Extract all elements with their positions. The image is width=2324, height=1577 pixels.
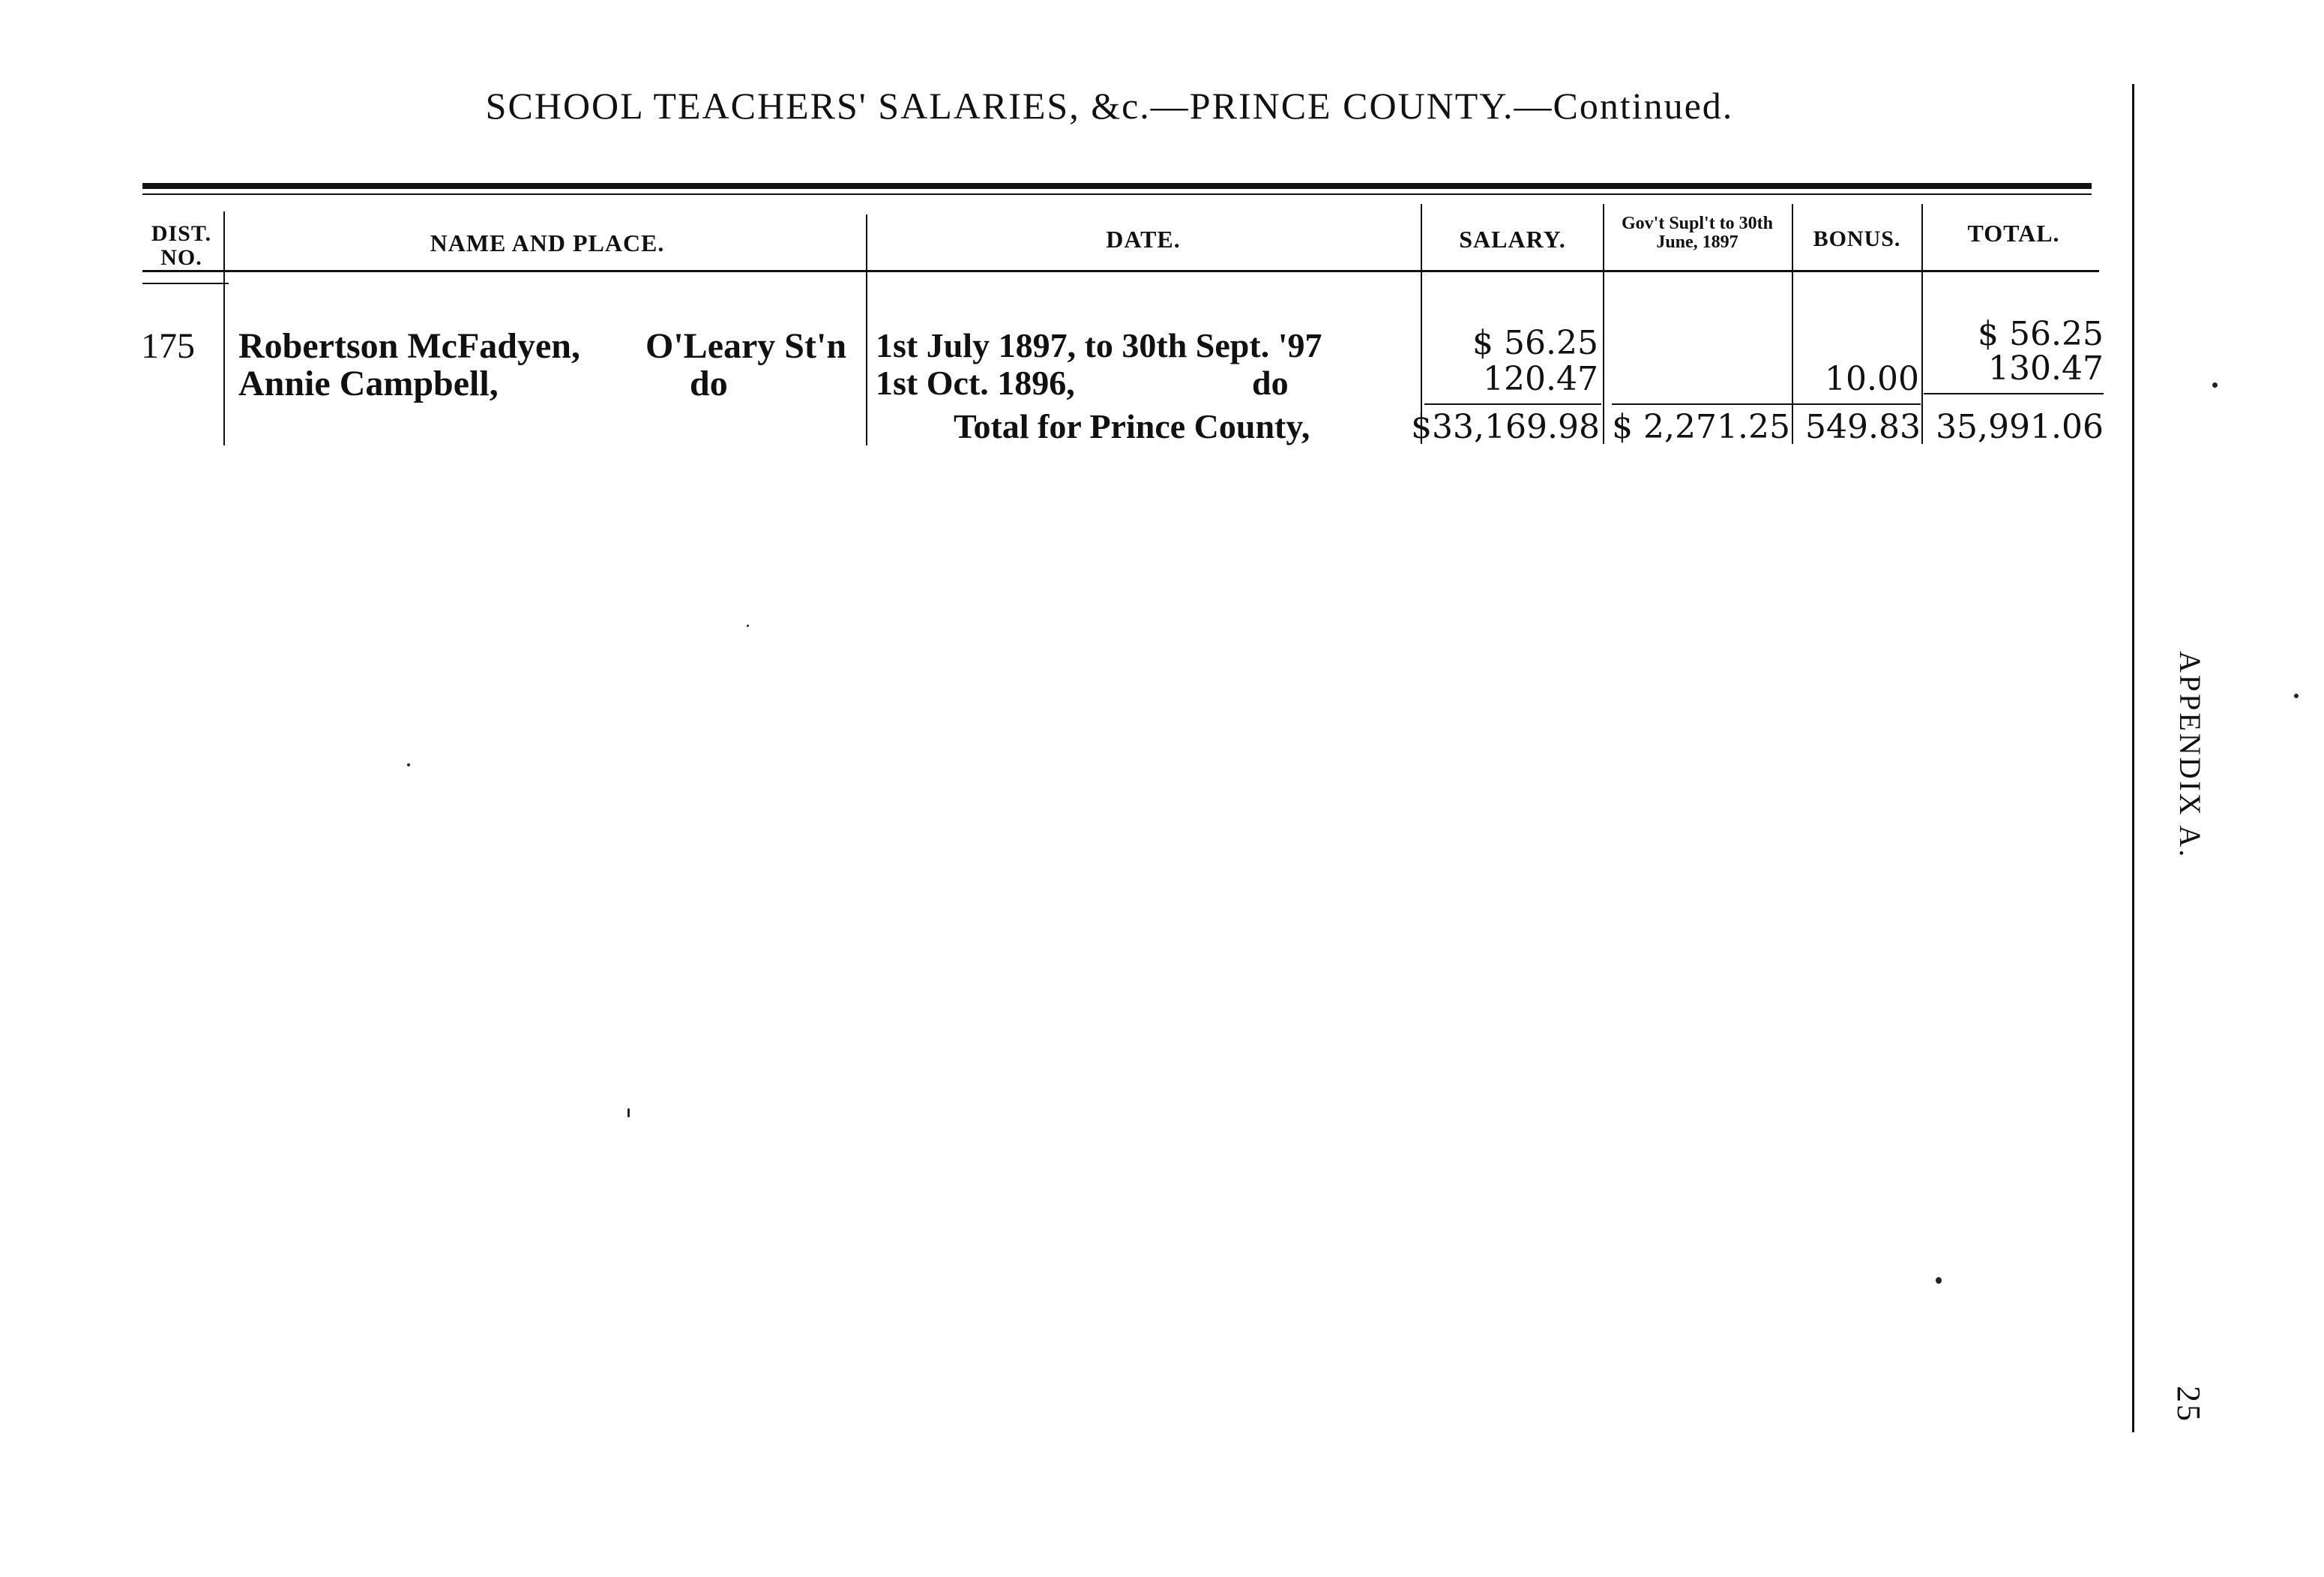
page-title: SCHOOL TEACHERS' SALARIES, &c.—PRINCE COUNTY.—Continued. xyxy=(485,85,1734,127)
total-cell: 130.47 xyxy=(1988,349,2104,388)
scan-speck xyxy=(2212,382,2218,388)
date-cell: 1st July 1897, to 30th Sept. '97 xyxy=(876,326,1322,364)
totals-total-cell: 35,991.06 xyxy=(1936,408,2104,446)
scan-speck xyxy=(747,625,749,627)
place-cell: do xyxy=(690,364,728,403)
column-divider xyxy=(866,214,867,445)
table-top-rule-thick xyxy=(142,183,2092,189)
name-cell: Annie Campbell, xyxy=(238,364,499,403)
dist-no-cell: 175 xyxy=(141,326,195,366)
date-ditto-cell: do xyxy=(1252,364,1289,402)
sum-rule xyxy=(1612,403,1792,405)
column-divider xyxy=(223,211,225,445)
column-header-bonus: BONUS. xyxy=(1813,226,1901,251)
salary-cell: $ 56.25 xyxy=(1472,324,1598,362)
column-header-dist-no: DIST. NO. xyxy=(151,221,212,270)
body-top-rule xyxy=(142,283,229,284)
column-header-salary: SALARY. xyxy=(1459,226,1566,253)
column-header-govt-supl: Gov't Supl't to 30th June, 1897 xyxy=(1621,214,1774,253)
table-top-rule-thin xyxy=(142,193,2092,195)
page-number: 25 xyxy=(2170,1386,2207,1423)
bonus-cell: 10.00 xyxy=(1825,360,1919,398)
sum-rule xyxy=(1793,403,1921,405)
column-header-total: TOTAL. xyxy=(1967,220,2060,247)
header-bottom-rule xyxy=(142,270,2099,272)
scan-speck xyxy=(407,763,410,766)
salary-cell: 120.47 xyxy=(1483,360,1598,398)
column-header-date: DATE. xyxy=(1106,226,1181,253)
totals-bonus-cell: 549.83 xyxy=(1805,408,1921,446)
totals-govt-supl-cell: $ 2,271.25 xyxy=(1612,408,1790,446)
sum-rule xyxy=(1924,393,2104,394)
margin-rule xyxy=(2132,84,2134,1432)
totals-label: Total for Prince County, xyxy=(954,407,1310,445)
totals-salary-cell: $33,169.98 xyxy=(1411,408,1600,446)
scan-speck xyxy=(2294,694,2299,698)
sum-rule xyxy=(1424,403,1601,405)
scan-speck xyxy=(627,1108,630,1117)
total-cell: $ 56.25 xyxy=(1978,315,2104,353)
date-cell: 1st Oct. 1896, xyxy=(876,364,1075,402)
scan-speck xyxy=(1936,1277,1942,1284)
column-header-name-place: NAME AND PLACE. xyxy=(430,229,665,256)
name-cell: Robertson McFadyen, xyxy=(238,326,580,366)
appendix-label: APPENDIX A. xyxy=(2173,651,2207,859)
place-cell: O'Leary St'n xyxy=(645,326,847,366)
column-divider xyxy=(1921,204,1923,444)
